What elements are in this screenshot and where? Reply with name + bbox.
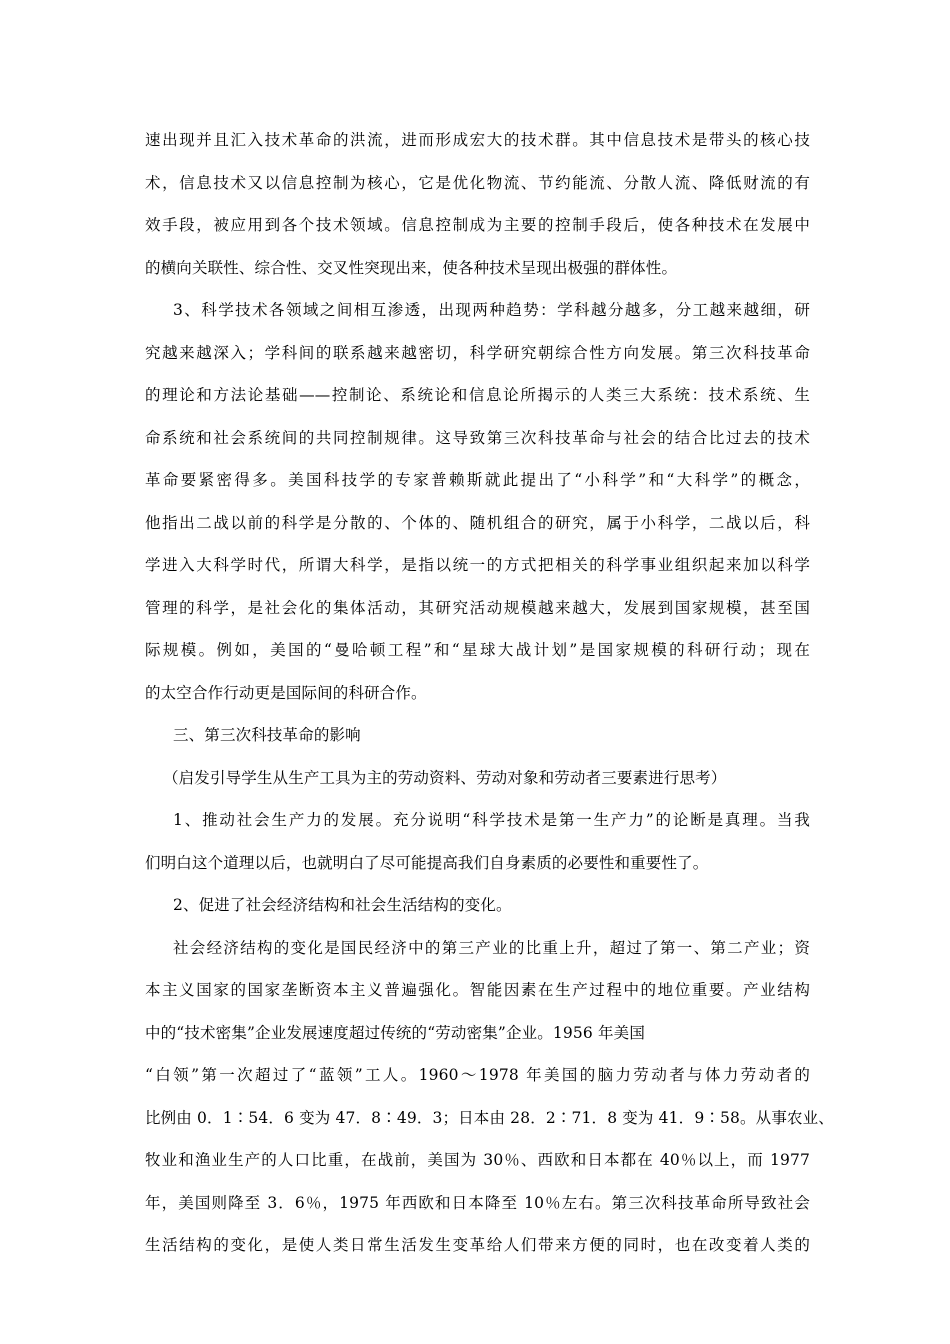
text-line: 三、第三次科技革命的影响 (173, 726, 361, 744)
text-line: 命系统和社会系统间的共同控制规律。这导致第三次科技革命与社会的结合比过去的技术 (145, 428, 810, 447)
text-line: 的太空合作行动更是国际间的科研合作。 (145, 683, 427, 702)
text-line: 管理的科学，是社会化的集体活动，其研究活动规模越来越大，发展到国家规模，甚至国 (145, 598, 810, 617)
text-line: 术，信息技术又以信息控制为核心，它是优化物流、节约能流、分散人流、降低财流的有 (145, 173, 810, 192)
text-line: 牧业和渔业生产的人口比重，在战前，美国为 30％、西欧和日本都在 40％以上，而 1977 (145, 1151, 810, 1169)
text-line: 2、促进了社会经济结构和社会生活结构的变化。 (173, 896, 512, 914)
text-line: 的理论和方法论基础——控制论、系统论和信息论所揭示的人类三大系统：技术系统、生 (145, 386, 810, 404)
text-line: 的横向关联性、综合性、交叉性突现出来，使各种技术呈现出极强的群体性。 (145, 258, 678, 277)
document-page (145, 119, 834, 1267)
text-line: 年，美国则降至 3．6％，1975 年西欧和日本降至 10％左右。第三次科技革命所导致社会 (145, 1193, 810, 1212)
text-line: 社会经济结构的变化是国民经济中的第三产业的比重上升，超过了第一、第二产业；资 (173, 938, 810, 957)
text-line: （启发引导学生从生产工具为主的劳动资料、劳动对象和劳动者三要素进行思考） (163, 768, 727, 787)
text-line: 比例由 0．1∶54．6 变为 47．8∶49．3；日本由 28．2∶71．8 变为 41．9∶58。从事农业、 (145, 1108, 834, 1127)
text-line: 3、科学技术各领域之间相互渗透，出现两种趋势：学科越分越多，分工越来越细，研 (173, 301, 810, 319)
text-line: “白领”第一次超过了“蓝领”工人。1960～1978 年美国的脑力劳动者与体力劳动者的 (145, 1066, 810, 1084)
text-line: 学进入大科学时代，所谓大科学，是指以统一的方式把相关的科学事业组织起来加以科学 (145, 556, 810, 574)
text-line: 中的“技术密集”企业发展速度超过传统的“劳动密集”企业。1956 年美国 (145, 1023, 645, 1042)
text-line: 生活结构的变化，是使人类日常生活发生变革给人们带来方便的同时，也在改变着人类的 (145, 1236, 810, 1254)
text-line: 们明白这个道理以后，也就明白了尽可能提高我们自身素质的必要性和重要性了。 (145, 853, 709, 872)
text-line: 革命要紧密得多。美国科技学的专家普赖斯就此提出了“小科学”和“大科学”的概念， (145, 471, 810, 489)
text-line: 效手段，被应用到各个技术领域。信息控制成为主要的控制手段后，使各种技术在发展中 (145, 216, 810, 234)
text-line: 速出现并且汇入技术革命的洪流，进而形成宏大的技术群。其中信息技术是带头的核心技 (145, 131, 810, 149)
text-line: 他指出二战以前的科学是分散的、个体的、随机组合的研究，属于小科学，二战以后，科 (145, 513, 810, 532)
text-line: 际规模。例如，美国的“曼哈顿工程”和“星球大战计划”是国家规模的科研行动；现在 (145, 641, 810, 659)
text-line: 1、推动社会生产力的发展。充分说明“科学技术是第一生产力”的论断是真理。当我 (173, 811, 810, 829)
text-line: 究越来越深入；学科间的联系越来越密切，科学研究朝综合性方向发展。第三次科技革命 (145, 343, 810, 362)
text-line: 本主义国家的国家垄断资本主义普遍强化。智能因素在生产过程中的地位重要。产业结构 (145, 981, 810, 999)
